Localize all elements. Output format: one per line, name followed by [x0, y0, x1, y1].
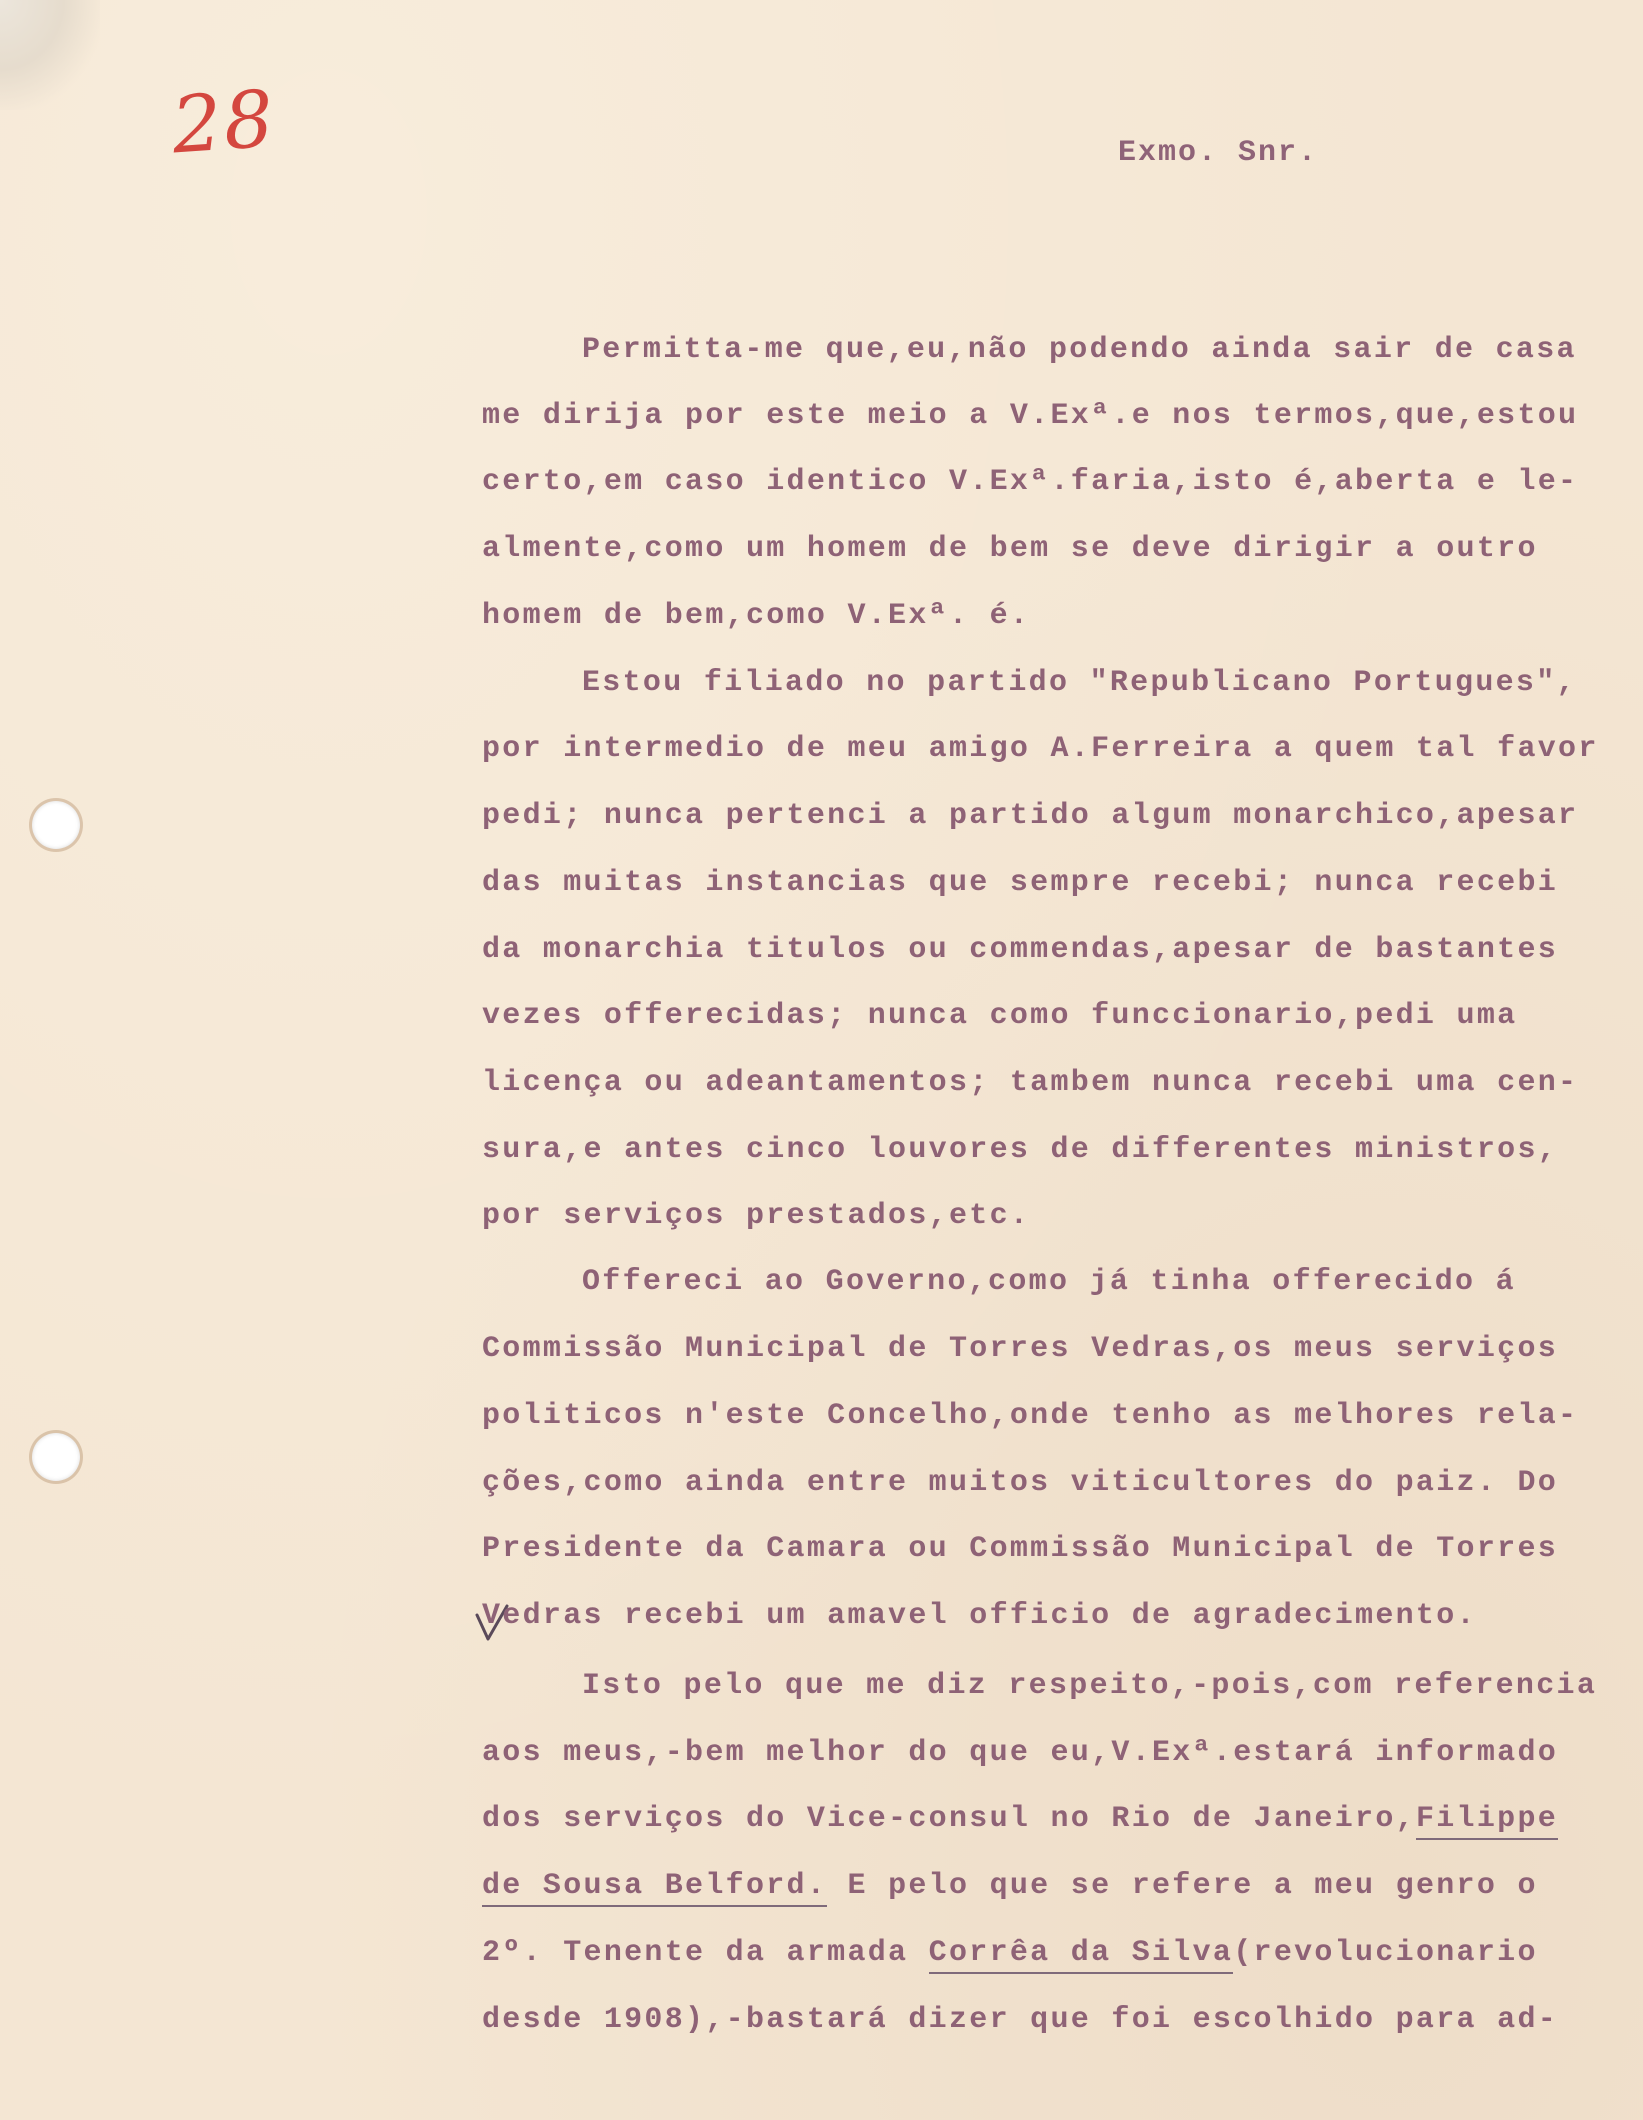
text-segment: E pelo que se refere a meu genro o	[827, 1869, 1538, 1903]
text-line: almente,como um homem de bem se deve dirigir a outro	[482, 532, 1538, 566]
text-line: da monarchia titulos ou commendas,apesar de bastantes	[482, 933, 1559, 967]
text-line: Isto pelo que me diz respeito,-pois,com referencia	[582, 1669, 1598, 1703]
text-line: ções,como ainda entre muitos viticultores do paiz. Do	[482, 1466, 1559, 1500]
text-line	[482, 1933, 1538, 1973]
text-segment: 2º. Tenente da armada	[482, 1936, 929, 1970]
text-line: vezes offerecidas; nunca como funccionario,pedi uma	[482, 999, 1518, 1033]
salutation: Exmo. Snr.	[1118, 136, 1319, 170]
text-line	[482, 1799, 1558, 1839]
punch-hole-bottom	[32, 1433, 80, 1481]
text-line: desde 1908),-bastará dizer que foi escolhido para ad-	[482, 2003, 1559, 2037]
text-line: por intermedio de meu amigo A.Ferreira a quem tal favor	[482, 732, 1599, 766]
text-line: das muitas instancias que sempre recebi; nunca recebi	[482, 866, 1559, 900]
text-line: certo,em caso identico V.Exª.faria,isto é,aberta e le-	[482, 465, 1579, 499]
punch-hole-top	[32, 801, 80, 849]
text-line: politicos n'este Concelho,onde tenho as melhores rela-	[482, 1399, 1579, 1433]
text-line: Offereci ao Governo,como já tinha offerecido á	[582, 1265, 1516, 1299]
text-line: licença ou adeantamentos; tambem nunca recebi uma cen-	[482, 1066, 1579, 1100]
text-line: homem de bem,como V.Exª. é.	[482, 599, 1031, 633]
underlined-name: Corrêa da Silva	[929, 1936, 1234, 1974]
folio-number: 28	[168, 74, 279, 172]
folded-corner	[0, 0, 100, 110]
underlined-name: de Sousa Belford.	[482, 1869, 827, 1907]
text-line: aos meus,-bem melhor do que eu,V.Exª.estará informado	[482, 1736, 1559, 1770]
text-line: pedi; nunca pertenci a partido algum monarchico,apesar	[482, 799, 1579, 833]
text-line	[482, 1866, 1538, 1906]
text-line: por serviços prestados,etc.	[482, 1199, 1031, 1233]
text-line: Vedras recebi um amavel officio de agradecimento.	[482, 1599, 1477, 1633]
text-line: Commissão Municipal de Torres Vedras,os meus serviços	[482, 1332, 1559, 1366]
text-line: Estou filiado no partido "Republicano Portugues",	[582, 666, 1577, 700]
text-line: me dirija por este meio a V.Exª.e nos termos,que,estou	[482, 399, 1579, 433]
underlined-name: Filippe	[1416, 1802, 1558, 1840]
text-line: sura,e antes cinco louvores de differentes ministros,	[482, 1133, 1559, 1167]
text-line: Presidente da Camara ou Commissão Municipal de Torres	[482, 1532, 1559, 1566]
text-line: Permitta-me que,eu,não podendo ainda sair de casa	[582, 333, 1577, 367]
text-segment: dos serviços do Vice-consul no Rio de Janeiro,	[482, 1802, 1416, 1836]
text-segment: (revolucionario	[1233, 1936, 1538, 1970]
